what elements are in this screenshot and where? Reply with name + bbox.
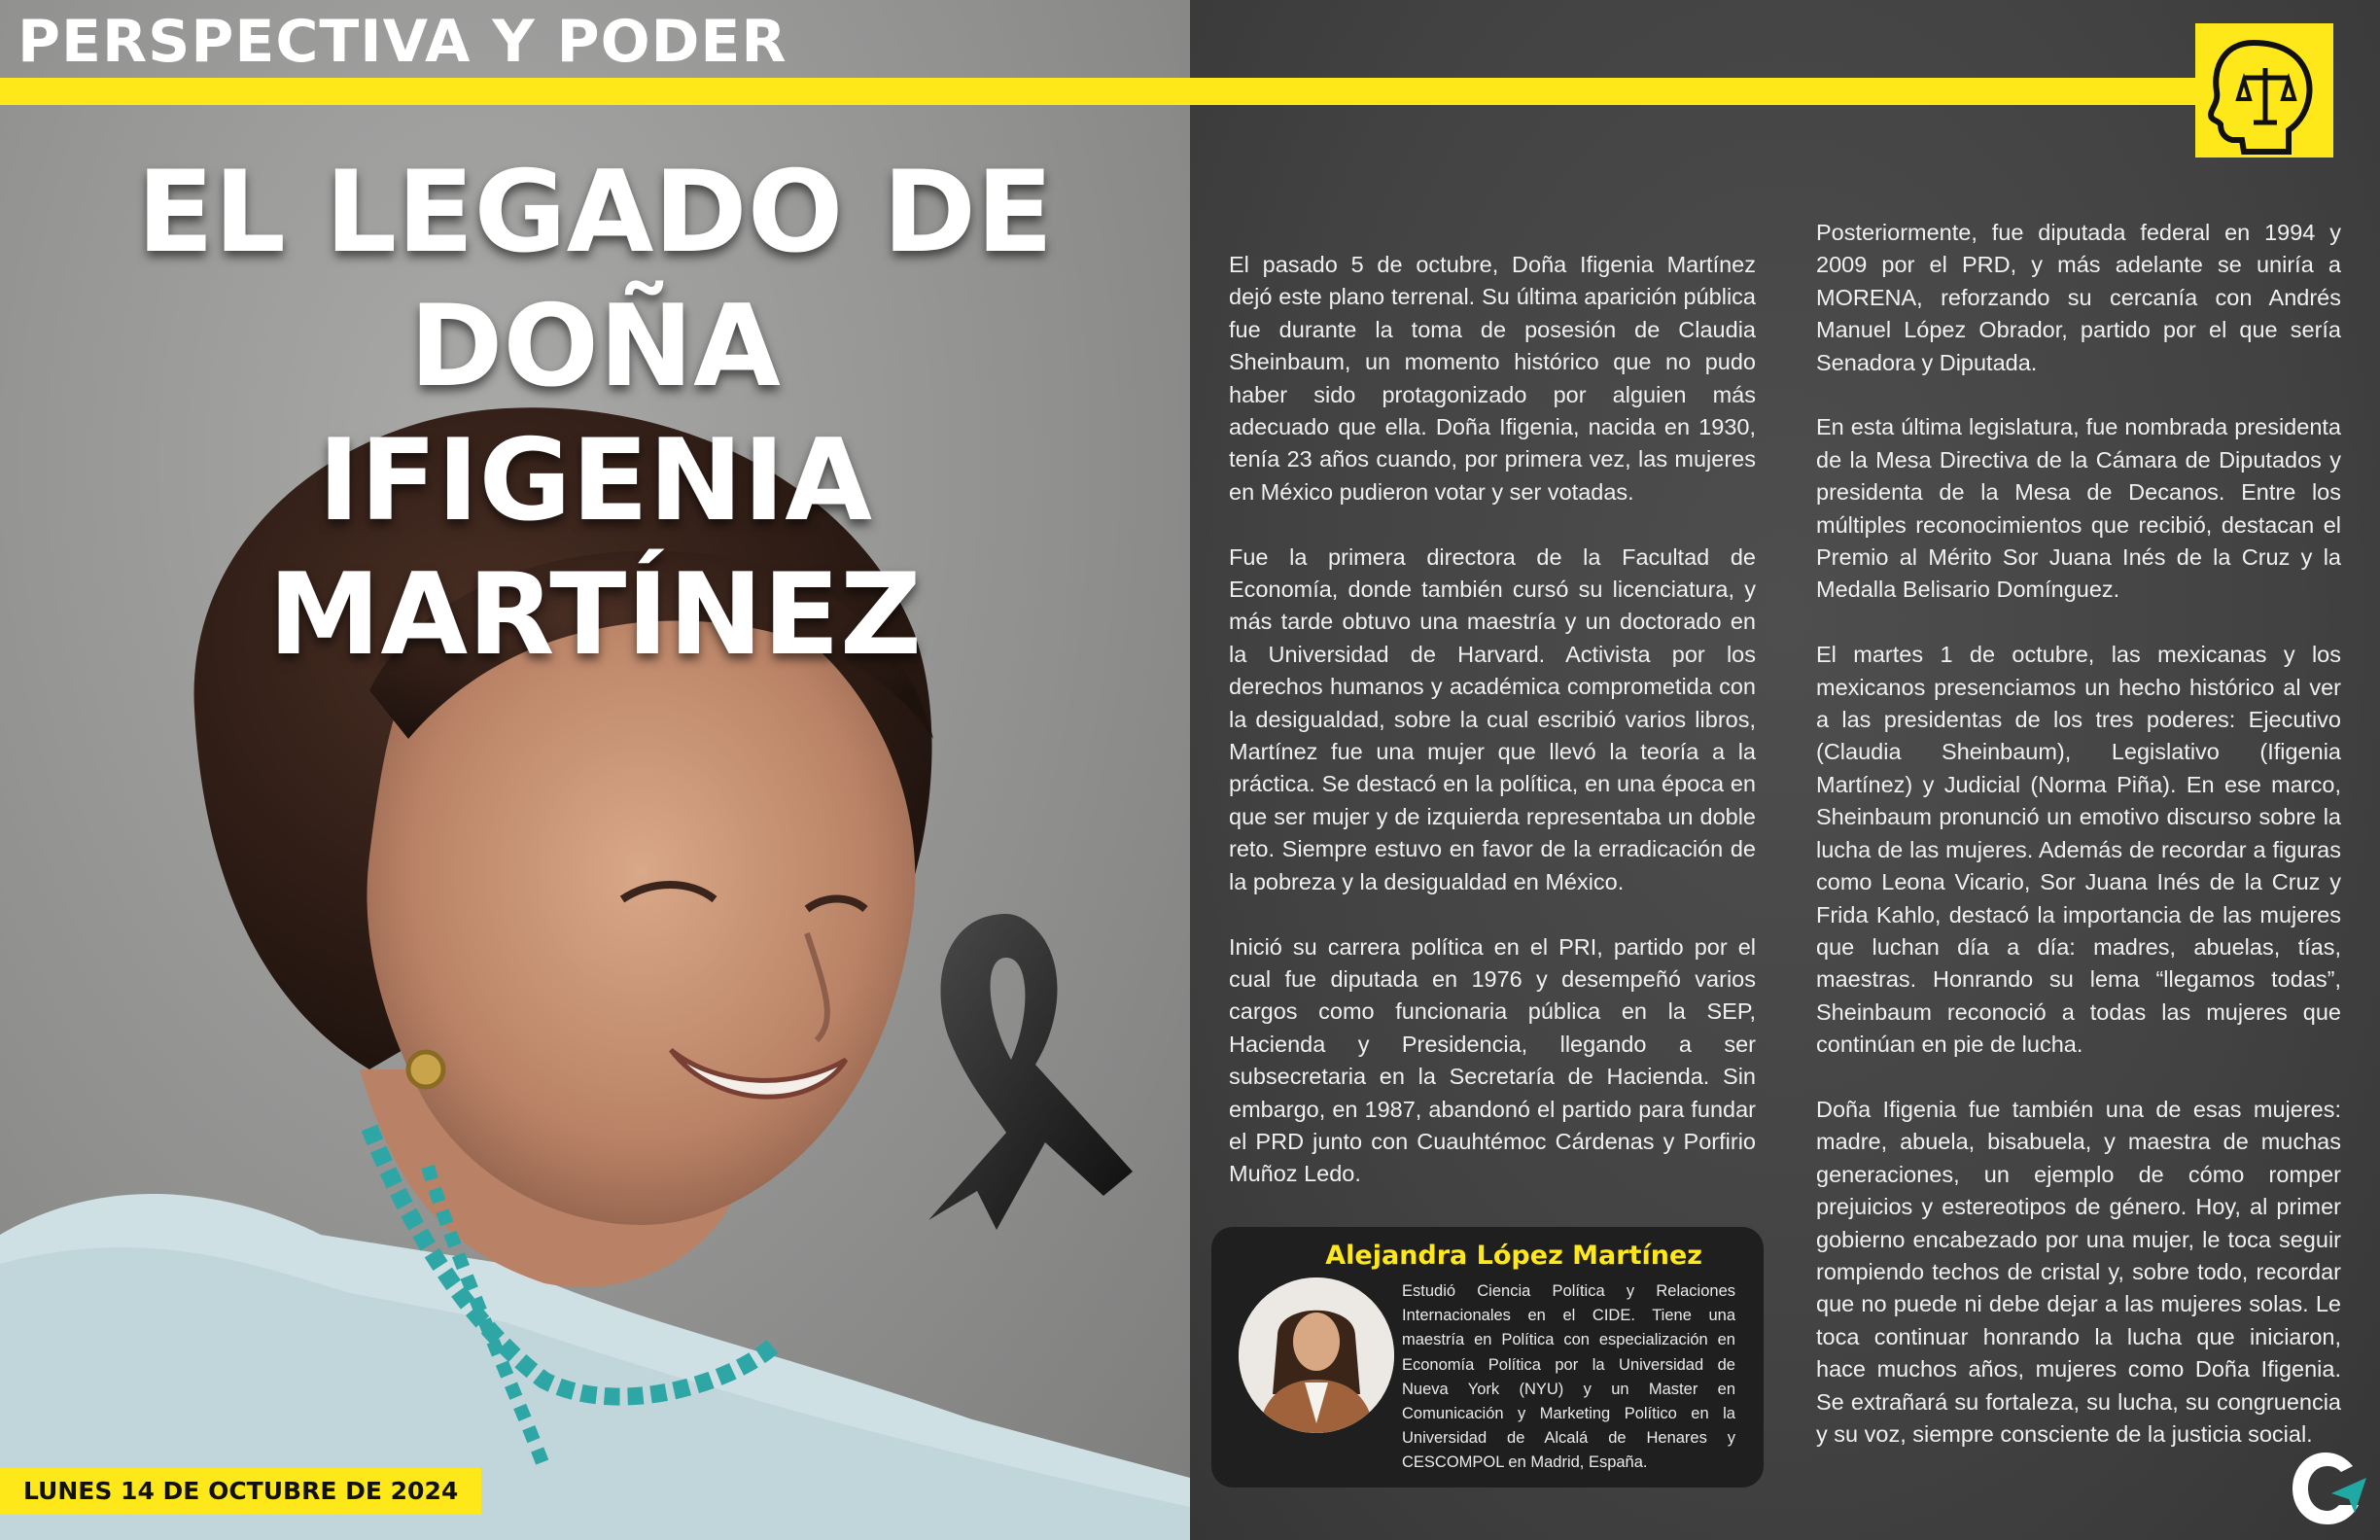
author-name: Alejandra López Martínez <box>1325 1241 1702 1271</box>
author-card <box>1211 1227 1764 1488</box>
paragraph: El pasado 5 de octubre, Doña Ifigenia Martínez dejó este plano terrenal. Su última aparición pública fue durante la toma de posesión de Claudia Sheinbaum, un momento histórico que no pudo haber sido protagonizado por alguien más adecuado que ella. Doña Ifigenia, nacida en 1930, tenía 23 años cuando, por primera vez, las mujeres en México pudieron votar y ser votadas. <box>1229 252 1756 505</box>
author-avatar <box>1239 1278 1394 1433</box>
section-logo <box>2195 23 2333 158</box>
publication-date: LUNES 14 DE OCTUBRE DE 2024 <box>0 1468 481 1515</box>
paragraph: El martes 1 de octubre, las mexicanas y los mexicanos presenciamos un hecho histórico al ver a las presidentas de los tres poderes: Ejecutivo (Claudia Sheinbaum), Legislativo (Ifigenia Martínez) y Judicial (Norma Piña). En ese marco, Sheinbaum pronunció un emotivo discurso sobre la lucha de las mujeres. Además de recordar a figuras como Leona Vicario, Sor Juana Inés de la Cruz y Frida Kahlo, destacó la importancia de las mujeres que luchan día a día: madres, abuelas, tías, maestras. Honrando su lema “llegamos todas”, Sheinbaum reconoció a todas las mujeres que continúan en pie de lucha. <box>1816 642 2341 1058</box>
publisher-logo-icon <box>2285 1445 2372 1532</box>
author-bio: Estudió Ciencia Política y Relaciones Internacionales en el CIDE. Tiene una maestría en Política con especialización en Economía Política por la Universidad de Nueva York (NYU) y un Master en Comunicación y Marketing Político en la Universidad de Alcalá de Henares y CESCOMPOL en Madrid, España. <box>1402 1282 1735 1472</box>
paragraph: Fue la primera directora de la Facultad de Economía, donde también cursó su licenciatura, y más tarde obtuvo una maestría y un doctorado en la Universidad de Harvard. Activista por los derechos humanos y académica comprometida con la desigualdad, sobre la cual escribió varios libros, Martínez fue una mujer que llevó la teoría a la práctica. Se destacó en la política, en una época en que ser mujer y de izquierda representaba un doble reto. Siempre estuvo en favor de la erradicación de la pobreza y la desigualdad en México. <box>1229 543 1756 894</box>
head-with-scales-icon <box>2195 23 2333 158</box>
paragraph: Doña Ifigenia fue también una de esas mujeres: madre, abuela, bisabuela, y maestra de muchas generaciones, un ejemplo de cómo romper prejuicios y estereotipos de género. Hoy, al primer gobierno encabezado por una mujer, le toca seguir rompiendo techos de cristal y, sobre todo, recordar que no puede ni debe dejar a las mujeres solas. Le toca continuar honrando la lucha que iniciaron, hace muchos años, mujeres como Doña Ifigenia. Se extrañará su fortaleza, su lucha, su congruencia y su voz, siempre consciente de la justicia social. <box>1816 1096 2341 1447</box>
paragraph: Posteriormente, fue diputada federal en 1994 y 2009 por el PRD, y más adelante se uniría a MORENA, reforzando su cercanía con Andrés Manuel López Obrador, partido por el que sería Senadora y Diputada. <box>1816 220 2341 375</box>
paragraph: En esta última legislatura, fue nombrada presidenta de la Mesa Directiva de la Cámara de Diputados y presidenta de la Mesa de Decanos. Entre los múltiples reconocimientos que recibió, destacan el Premio al Mérito Sor Juana Inés de la Cruz y la Medalla Belisario Domínguez. <box>1816 414 2341 603</box>
paragraph: Inició su carrera política en el PRI, partido por el cual fue diputada en 1976 y desempeñó varios cargos como funcionaria pública en la SEP, Hacienda y Presidencia, llegando a ser subsecretaria en la Secretaría de Hacienda. Sin embargo, en 1987, abandonó el partido para fundar el PRD junto con Cuauhtémoc Cárdenas y Porfirio Muñoz Ledo. <box>1229 933 1756 1187</box>
section-header <box>0 0 1190 78</box>
article-column-2 <box>1816 217 2341 1484</box>
section-title: PERSPECTIVA Y PODER <box>18 8 788 76</box>
headline-line-2: IFIGENIA MARTÍNEZ <box>267 415 923 681</box>
article-headline <box>0 146 1190 682</box>
accent-bar <box>0 78 2256 105</box>
headline-line-1: EL LEGADO DE DOÑA <box>136 147 1054 412</box>
mourning-ribbon-icon <box>870 899 1142 1230</box>
article-column-1 <box>1229 249 1756 1223</box>
